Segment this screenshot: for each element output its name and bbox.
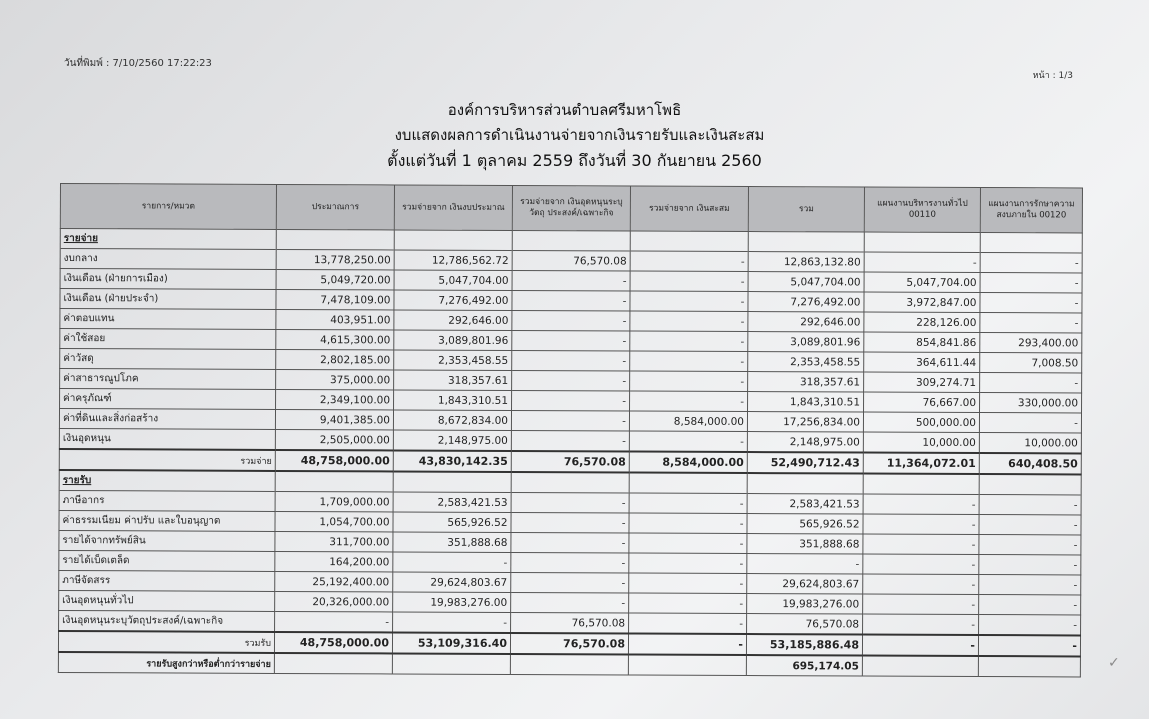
value-cell: 76,667.00 [864,392,980,413]
value-cell: - [862,635,978,657]
empty-cell [510,654,628,675]
row-label: รายได้เบ็ดเตล็ด [59,550,275,571]
surplus-row [58,652,1080,677]
value-cell: 2,802,185.00 [276,349,394,370]
value-cell: - [629,553,747,574]
row-label: ค่าครุภัณฑ์ [60,389,276,410]
value-cell: 52,490,712.43 [747,452,863,474]
value-cell: 25,192,400.00 [275,571,393,592]
value-cell: 3,089,801.96 [748,332,864,353]
value-cell: - [393,612,511,633]
value-cell: - [511,572,629,593]
row-label: ค่าวัสดุ [60,349,276,370]
value-cell: - [512,290,630,311]
value-cell: 76,570.08 [747,614,863,635]
row-label: ค่าสาธารณูปโภค [60,369,276,390]
empty-cell [980,233,1082,253]
row-label: ภาษีอากร [59,490,275,511]
empty-cell [628,654,746,675]
value-cell: 293,400.00 [980,333,1082,353]
section-label: รายจ่าย [60,229,276,250]
value-cell: - [979,495,1081,515]
value-cell: - [980,373,1082,393]
value-cell: 2,583,421.53 [393,492,511,513]
value-cell: - [511,592,629,613]
value-cell: 53,109,316.40 [392,632,510,654]
value-cell: 311,700.00 [275,531,393,552]
value-cell: - [863,614,979,635]
value-cell: - [864,252,980,273]
value-cell: - [979,413,1081,433]
value-cell: 12,786,562.72 [394,250,512,271]
row-label: ค่าใช้สอย [60,329,276,350]
value-cell: 8,584,000.00 [629,451,747,473]
empty-cell [863,474,979,495]
surplus-label: รายรับสูงกว่าหรือต่ำกว่ารายจ่าย [58,652,274,673]
row-label: เงินเดือน (ฝ่ายประจำ) [60,289,276,310]
value-cell: - [629,493,747,514]
value-cell: - [393,552,511,573]
value-cell: - [979,555,1081,575]
value-cell: 76,570.08 [512,250,630,271]
value-cell: 2,353,458.55 [748,352,864,373]
organization-title: องค์การบริหารส่วนตำบลศรีมหาโพธิ [447,101,682,119]
value-cell: - [512,330,630,351]
value-cell: - [511,492,629,513]
value-cell: - [863,534,979,555]
row-label: รายได้จากทรัพย์สิน [59,530,275,551]
column-header: รวมจ่ายจาก เงินสะสม [630,186,748,232]
value-cell: - [979,595,1081,615]
value-cell: - [630,331,748,352]
value-cell: 292,646.00 [394,310,512,331]
row-label: เงินอุดหนุน [59,428,275,449]
empty-cell [979,474,1081,495]
empty-cell [393,471,511,492]
value-cell: 76,570.08 [511,451,629,473]
value-cell: 1,843,310.51 [394,390,512,411]
value-cell: - [630,351,748,372]
value-cell: - [630,311,748,332]
value-cell: - [512,310,630,331]
row-label: ค่าที่ดินและสิ่งก่อสร้าง [59,409,275,430]
value-cell: 309,274.71 [864,372,980,393]
row-label: เงินอุดหนุนทั่วไป [59,590,275,611]
value-cell: 292,646.00 [748,312,864,333]
value-cell: 11,364,072.01 [863,453,979,475]
value-cell: - [512,350,630,371]
page-number: หน้า : 1/3 [1032,71,1073,81]
value-cell: 10,000.00 [979,433,1081,454]
empty-cell [864,232,980,253]
value-cell: - [863,574,979,595]
value-cell: 2,148,975.00 [393,430,511,451]
value-cell: 403,951.00 [276,309,394,330]
empty-cell [978,656,1080,677]
empty-cell [630,231,748,252]
value-cell: 7,478,109.00 [276,289,394,310]
value-cell: - [980,253,1082,273]
value-cell: - [511,410,629,431]
value-cell: 9,401,385.00 [275,409,393,430]
value-cell: 5,047,704.00 [748,272,864,293]
value-cell: 565,926.52 [393,512,511,533]
value-cell: 7,276,492.00 [748,292,864,313]
value-cell: 8,672,834.00 [393,410,511,431]
value-cell: 500,000.00 [863,412,979,433]
row-label: รวมรับ [58,631,274,653]
value-cell: 76,570.08 [511,612,629,633]
value-cell: - [979,575,1081,595]
empty-cell [512,230,630,251]
empty-cell [394,230,512,251]
table-header-row [60,184,1082,233]
value-cell: 10,000.00 [863,432,979,453]
value-cell: 5,047,704.00 [394,270,512,291]
value-cell: - [629,431,747,452]
value-cell: - [979,535,1081,555]
value-cell: 375,000.00 [276,369,394,390]
value-cell: 228,126.00 [864,312,980,333]
column-header: รายการ/หมวด [60,184,276,230]
value-cell: 5,049,720.00 [276,269,394,290]
value-cell: 1,843,310.51 [748,392,864,413]
empty-cell [748,232,864,253]
value-cell: 351,888.68 [747,534,863,555]
value-cell: 2,583,421.53 [747,494,863,515]
surplus-value: 695,174.05 [746,655,862,676]
value-cell: 29,624,803.67 [393,572,511,593]
value-cell: 2,148,975.00 [747,432,863,453]
column-header: รวม [748,187,864,233]
value-cell: 48,758,000.00 [275,450,393,472]
value-cell: 5,047,704.00 [864,272,980,293]
value-cell: 4,615,300.00 [276,329,394,350]
row-label: งบกลาง [60,249,276,270]
value-cell: 20,326,000.00 [275,591,393,612]
value-cell: 3,972,847.00 [864,292,980,313]
value-cell: - [511,430,629,451]
value-cell: - [979,515,1081,535]
value-cell: 1,054,700.00 [275,511,393,532]
value-cell: 43,830,142.35 [393,450,511,472]
value-cell: - [629,593,747,614]
section-label: รายรับ [59,470,275,491]
value-cell: - [630,391,748,412]
column-header: แผนงานการรักษาความ สงบภายใน 00120 [980,188,1082,233]
value-cell: 364,611.44 [864,352,980,373]
value-cell: - [628,633,746,655]
value-cell: 19,983,276.00 [393,592,511,613]
value-cell: - [512,390,630,411]
value-cell: - [630,291,748,312]
value-cell: - [512,370,630,391]
empty-cell [747,473,863,494]
row-label: ค่าตอบแทน [60,309,276,330]
value-cell: 1,709,000.00 [275,491,393,512]
value-cell: 565,926.52 [747,514,863,535]
value-cell: 19,983,276.00 [747,594,863,615]
empty-cell [862,656,978,677]
value-cell: - [863,514,979,535]
column-header: รวมจ่ายจาก เงินอุดหนุนระบุวัตถุ ประสงค์/เฉพาะกิจ [512,185,630,231]
value-cell: - [863,594,979,615]
value-cell: 330,000.00 [980,393,1082,413]
value-cell: 640,408.50 [979,453,1081,474]
value-cell: 8,584,000.00 [629,411,747,432]
value-cell: 12,863,132.80 [748,252,864,273]
row-label: ค่าธรรมเนียม ค่าปรับ และใบอนุญาต [59,510,275,531]
report-period: ตั้งแต่วันที่ 1 ตุลาคม 2559 ถึงวันที่ 30 กันยายน 2560 [387,151,762,170]
value-cell: - [629,533,747,554]
value-cell: - [511,552,629,573]
value-cell: - [512,270,630,291]
value-cell: 2,505,000.00 [275,429,393,450]
value-cell: - [511,532,629,553]
value-cell: - [511,512,629,533]
value-cell: 29,624,803.67 [747,574,863,595]
value-cell: 3,089,801.96 [394,330,512,351]
value-cell: - [863,554,979,575]
value-cell: 164,200.00 [275,551,393,572]
value-cell: 318,357.61 [394,370,512,391]
value-cell: - [629,613,747,634]
column-header: แผนงานบริหารงานทั่วไป 00110 [864,187,980,233]
table-body [58,229,1082,677]
value-cell: 53,185,886.48 [746,634,862,656]
value-cell: 76,570.08 [510,633,628,655]
value-cell: - [630,371,748,392]
value-cell: 13,778,250.00 [276,249,394,270]
print-date: วันที่พิมพ์ : 7/10/2560 17:22:23 [64,58,212,69]
row-label: เงินอุดหนุนระบุวัตถุประสงค์/เฉพาะกิจ [59,610,275,631]
row-label: เงินเดือน (ฝ่ายการเมือง) [60,269,276,290]
empty-cell [274,653,392,674]
value-cell: - [630,271,748,292]
column-header: ประมาณการ [276,184,394,230]
value-cell: 2,353,458.55 [394,350,512,371]
empty-cell [275,471,393,492]
report-title: งบแสดงผลการดำเนินงานจ่ายจากเงินรายรับและเงินสะสม [394,126,765,144]
value-cell: 318,357.61 [748,372,864,393]
value-cell: - [980,273,1082,293]
value-cell: - [978,635,1080,656]
value-cell: - [863,494,979,515]
value-cell: 7,276,492.00 [394,290,512,311]
report-titles [0,98,1149,173]
value-cell: 7,008.50 [980,353,1082,373]
empty-cell [629,472,747,493]
value-cell: - [629,513,747,534]
row-label: ภาษีจัดสรร [59,570,275,591]
value-cell: - [979,615,1081,636]
empty-cell [276,229,394,250]
report-table [58,183,1083,677]
value-cell: - [275,611,393,632]
value-cell: - [630,251,748,272]
value-cell: 854,841.86 [864,332,980,353]
value-cell: 17,256,834.00 [747,412,863,433]
value-cell: - [980,293,1082,313]
value-cell: - [980,313,1082,333]
column-header: รวมจ่ายจาก เงินงบประมาณ [394,185,512,231]
value-cell: 351,888.68 [393,532,511,553]
value-cell: 48,758,000.00 [274,632,392,654]
row-label: รวมจ่าย [59,449,275,471]
empty-cell [392,653,510,674]
empty-cell [511,472,629,493]
value-cell: - [747,554,863,575]
value-cell: 2,349,100.00 [276,389,394,410]
value-cell: - [629,573,747,594]
checkmark-icon: ✓ [1108,655,1120,671]
